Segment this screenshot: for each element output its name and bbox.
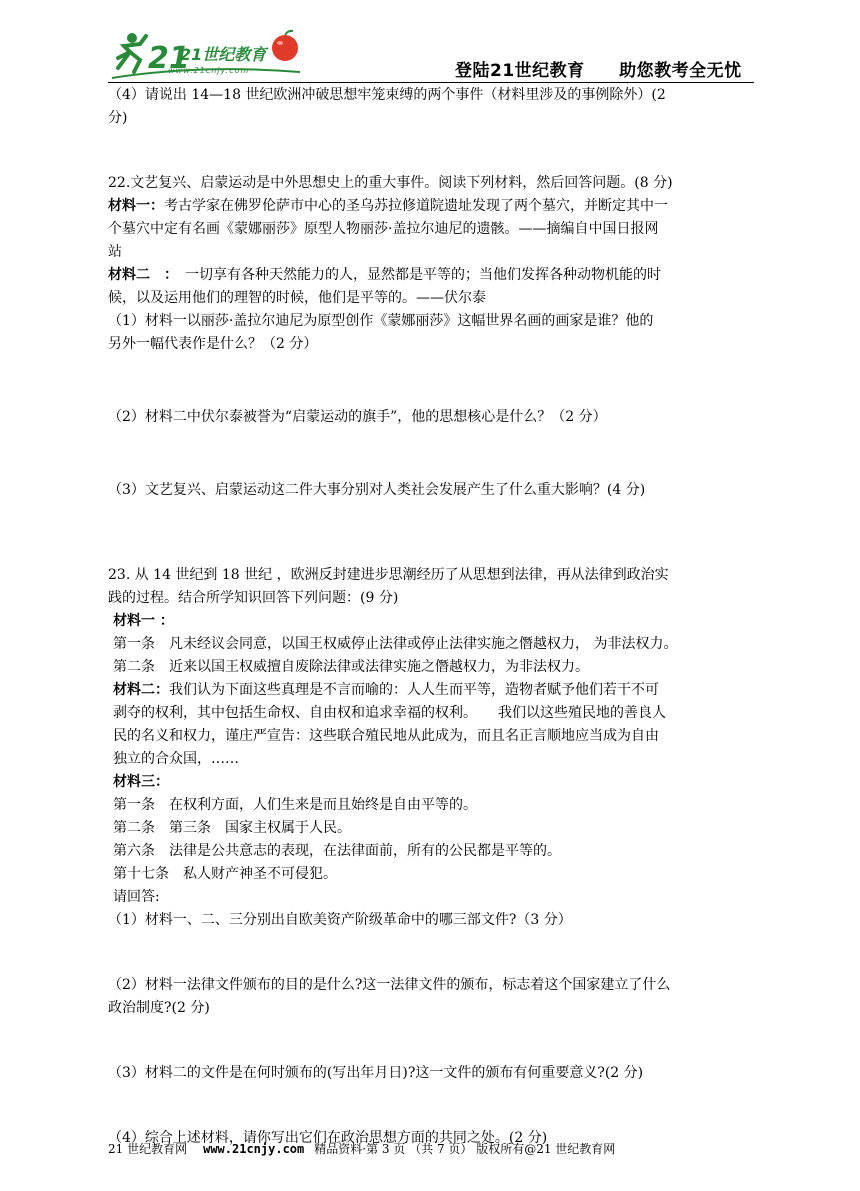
q22-question-1-cont: 另外一幅代表作是什么？（2 分） bbox=[108, 336, 318, 352]
q22-question-3: （3）文艺复兴、启蒙运动这二件大事分别对人类社会发展产生了什么重大影响？(4 分) bbox=[108, 482, 646, 498]
q23-material-2-line: 独立的合众国，…… bbox=[113, 751, 239, 767]
q22-material-1-line: 站 bbox=[108, 244, 122, 260]
q23-material-1-item: 第二条 近来以国王权威擅自废除法律或法律实施之僭越权力，为非法权力。 bbox=[113, 659, 589, 675]
q22-material-1 bbox=[108, 195, 758, 218]
page-footer bbox=[108, 1140, 758, 1157]
q23-title-cont: 践的过程。结合所学知识回答下列问题：(9 分) bbox=[108, 590, 399, 606]
q23-title: 23. 从 14 世纪到 18 世纪 ，欧洲反封建进步思潮经历了从思想到法律，再从法律到政治实 bbox=[108, 567, 669, 583]
logo-url: www.21cnjy.com bbox=[168, 66, 250, 75]
header-divider bbox=[108, 82, 754, 83]
footer-page-info: 精品资料·第 3 页 （共 7 页） 版权所有@21 世纪教育网 bbox=[314, 1142, 616, 1156]
q23-material-1-label: 材料一 ： bbox=[113, 613, 174, 629]
slogan-tagline: 助您教考全无忧 bbox=[619, 61, 742, 81]
q22-question-1: （1）材料一以丽莎·盖拉尔迪尼为原型创作《蒙娜丽莎》这幅世界名画的画家是谁？他的 bbox=[108, 313, 654, 329]
q23-material-2-line: 剥夺的权利，其中包括生命权、自由权和追求幸福的权利。 我们以这些殖民地的善良人 bbox=[113, 705, 666, 721]
q23-material-2-line: 民的名义和权力，谨庄严宣告：这些联合殖民地从此成为，而且名正言顺地应当成为自由 bbox=[113, 728, 659, 744]
material-label: 材料二： bbox=[113, 682, 169, 698]
q22-question-2: （2）材料二中伏尔泰被誉为“启蒙运动的旗手”，他的思想核心是什么？（2 分） bbox=[108, 409, 607, 425]
q22-material-1-line: 个墓穴中定有名画《蒙娜丽莎》原型人物丽莎·盖拉尔迪尼的遗骸。——摘编自中国日报网 bbox=[108, 221, 659, 237]
slogan-login: 登陆21世纪教育 bbox=[455, 61, 585, 81]
q23-material-1-item: 第一条 凡未经议会同意，以国王权威停止法律或停止法律实施之僭越权力， 为非法权力。 bbox=[113, 636, 678, 652]
footer-url-link[interactable]: www.21cnjy.com bbox=[203, 1142, 305, 1156]
q23-ask: 请回答: bbox=[113, 889, 160, 905]
footer-site: 21 世纪教育网 bbox=[108, 1142, 188, 1156]
q22-title: 22.文艺复兴、启蒙运动是中外思想史上的重大事件。阅读下列材料，然后回答问题。(8 分) bbox=[108, 175, 673, 191]
q23-material-3-item: 第一条 在权利方面，人们生来是而且始终是自由平等的。 bbox=[113, 797, 477, 813]
q22-material-2 bbox=[108, 264, 758, 287]
q22-material-2-line: 候，以及运用他们的理智的时候，他们是平等的。——伏尔泰 bbox=[108, 290, 486, 306]
logo-wordmark: 21世纪教育 bbox=[180, 45, 267, 64]
material-label: 材料一： bbox=[108, 198, 164, 214]
material-label: 材料二 ： bbox=[108, 267, 171, 283]
q21-sub4: （4）请说出 14—18 世纪欧洲冲破思想牢笼束缚的两个事件（材料里涉及的事例除外）(2 bbox=[108, 87, 666, 103]
q23-material-3-item: 第十七条 私人财产神圣不可侵犯。 bbox=[113, 866, 337, 882]
q23-question-2: （2）材料一法律文件颁布的目的是什么?这一法律文件的颁布，标志着这个国家建立了什么 bbox=[108, 977, 671, 993]
q23-material-3-item: 第二条 第三条 国家主权属于人民。 bbox=[113, 820, 351, 836]
material-text: 考古学家在佛罗伦萨市中心的圣乌苏拉修道院遗址发现了两个墓穴，并断定其中一 bbox=[164, 198, 668, 214]
q23-question-1: （1）材料一、二、三分别出自欧美资产阶级革命中的哪三部文件?（3 分） bbox=[108, 912, 572, 928]
q21-sub4-cont: 分) bbox=[108, 110, 128, 126]
material-text: 我们认为下面这些真理是不言而喻的：人人生而平等，造物者赋予他们若干不可 bbox=[169, 682, 659, 698]
q23-question-4: （4）综合上述材料，请你写出它们在政治思想方面的共同之处。(2 分) bbox=[108, 1130, 548, 1146]
header-slogan bbox=[455, 56, 742, 81]
q23-material-3-item: 第六条 法律是公共意志的表现，在法律面前，所有的公民都是平等的。 bbox=[113, 843, 561, 859]
q23-material-2 bbox=[108, 679, 758, 702]
q23-question-3: （3）材料二的文件是在何时颁布的(写出年月日)?这一文件的颁布有何重要意义?(2 分) bbox=[108, 1065, 644, 1081]
q23-question-2-cont: 政治制度?(2 分) bbox=[108, 1000, 210, 1016]
svg-text:21: 21 bbox=[148, 41, 190, 76]
document-body bbox=[108, 84, 758, 1150]
material-text: 一切享有各种天然能力的人，显然都是平等的；当他们发挥各种动物机能的时 bbox=[171, 267, 661, 283]
q23-material-3-label: 材料三： bbox=[113, 774, 169, 790]
